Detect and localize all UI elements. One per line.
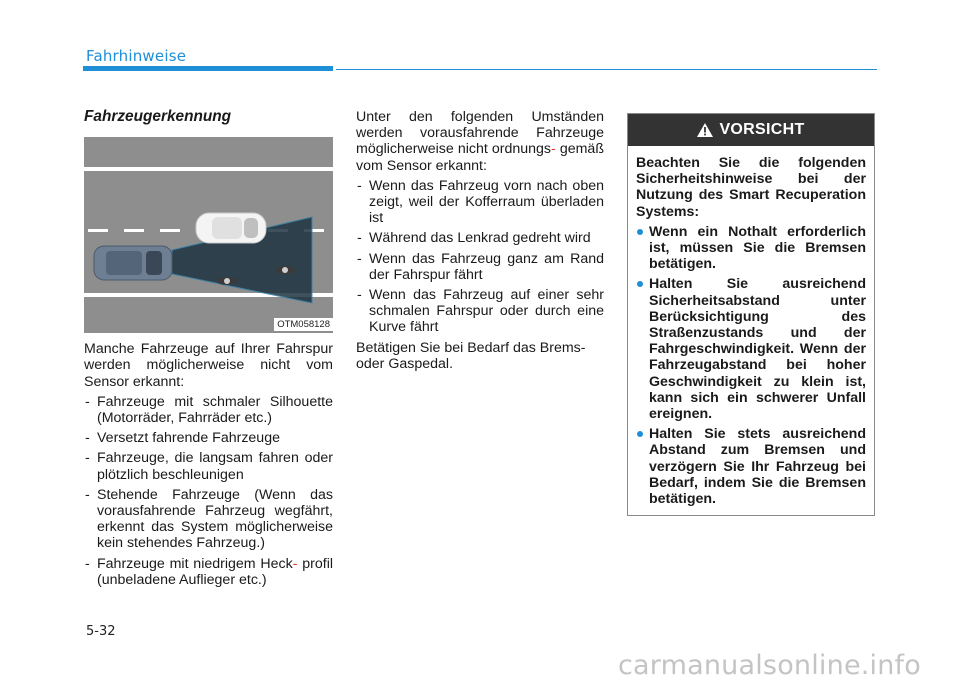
list-item: Wenn ein Nothalt erforderlich ist, müssen Sie die Bremsen betätigen. (636, 224, 866, 273)
figure-code: OTM058128 (274, 318, 333, 331)
left-intro: Manche Fahrzeuge auf Ihrer Fahrspur werden möglicherweise nicht vom Sensor erkannt: (84, 341, 333, 390)
list-item: - Versetzt fahrende Fahrzeuge (84, 430, 333, 446)
section-title: Fahrzeugerkennung (84, 108, 232, 125)
page-header-title: Fahrhinweise (86, 47, 187, 65)
warning-triangle-icon (697, 123, 713, 137)
hyphen-mark: - (551, 141, 556, 158)
header-rule-thin (336, 69, 877, 70)
hyphen-mark: - (292, 555, 298, 572)
warning-title: VORSICHT (719, 121, 805, 138)
intro-text: gemäß vom Sensor erkannt: (356, 141, 604, 174)
warning-list (636, 224, 866, 507)
list-item: - Wenn das Fahrzeug auf einer sehr schmalen Fahrspur oder durch eine Kurve fährt (356, 287, 604, 336)
list-item: - Fahrzeuge, die langsam fahren oder plötzlich beschleunigen (84, 450, 333, 482)
middle-column (356, 109, 604, 372)
list-item: - Stehende Fahrzeuge (Wenn das vorausfahrende Fahrzeug wegfährt, erkennt das System möglicherweise kein stehendes Fahrzeug.) (84, 487, 333, 552)
list-item (84, 556, 333, 588)
list-item: Halten Sie ausreichend Sicherheitsabstand unter Berücksichtigung des Straßenzustands und der Fahrgeschwindigkeit. Wenn der Fahrzeugabstand bei hoher Geschwindigkeit zu klein ist, kann sich ein schwerer Unfall ereignen. (636, 276, 866, 422)
suv-car (94, 246, 172, 280)
detection-figure (84, 137, 333, 333)
list-item: - Während das Lenkrad gedreht wird (356, 230, 604, 246)
header-rule-thick (83, 66, 333, 71)
motorcycle (217, 277, 237, 285)
intro-text: Unter den folgenden Umständen werden vorausfahrende Fahrzeuge möglicherweise nicht ordnungs (356, 109, 604, 158)
watermark: carmanualsonline.info (618, 650, 921, 681)
warning-header (628, 114, 874, 146)
list-item: - Wenn das Fahrzeug vorn nach oben zeigt, weil der Kofferraum überladen ist (356, 178, 604, 227)
list-item: Halten Sie stets ausreichend Abstand zum Bremsen und verzögern Sie Ihr Fahrzeug bei Bedarf, indem Sie die Bremsen betätigen. (636, 426, 866, 507)
list-item-text: Fahrzeuge mit niedrigem Heck (97, 555, 293, 572)
left-column (84, 109, 333, 592)
middle-after: Betätigen Sie bei Bedarf das Brems- oder Gaspedal. (356, 339, 586, 372)
warning-body (628, 146, 874, 507)
page-number: 5-32 (86, 624, 116, 639)
warning-box (627, 113, 875, 516)
motorcycle (275, 266, 295, 274)
list-item-text: profil (unbeladene Auflieger etc.) (97, 555, 334, 588)
list-item: - Wenn das Fahrzeug ganz am Rand der Fahrspur fährt (356, 251, 604, 283)
middle-intro (356, 109, 604, 174)
middle-list (356, 178, 604, 336)
road-illustration (84, 137, 333, 333)
left-list (84, 394, 333, 588)
warning-intro: Beachten Sie die folgenden Sicherheitshinweise bei der Nutzung des Smart Recuperation Systems: (636, 155, 866, 220)
white-car (196, 213, 266, 243)
list-item: - Fahrzeuge mit schmaler Silhouette (Motorräder, Fahrräder etc.) (84, 394, 333, 426)
